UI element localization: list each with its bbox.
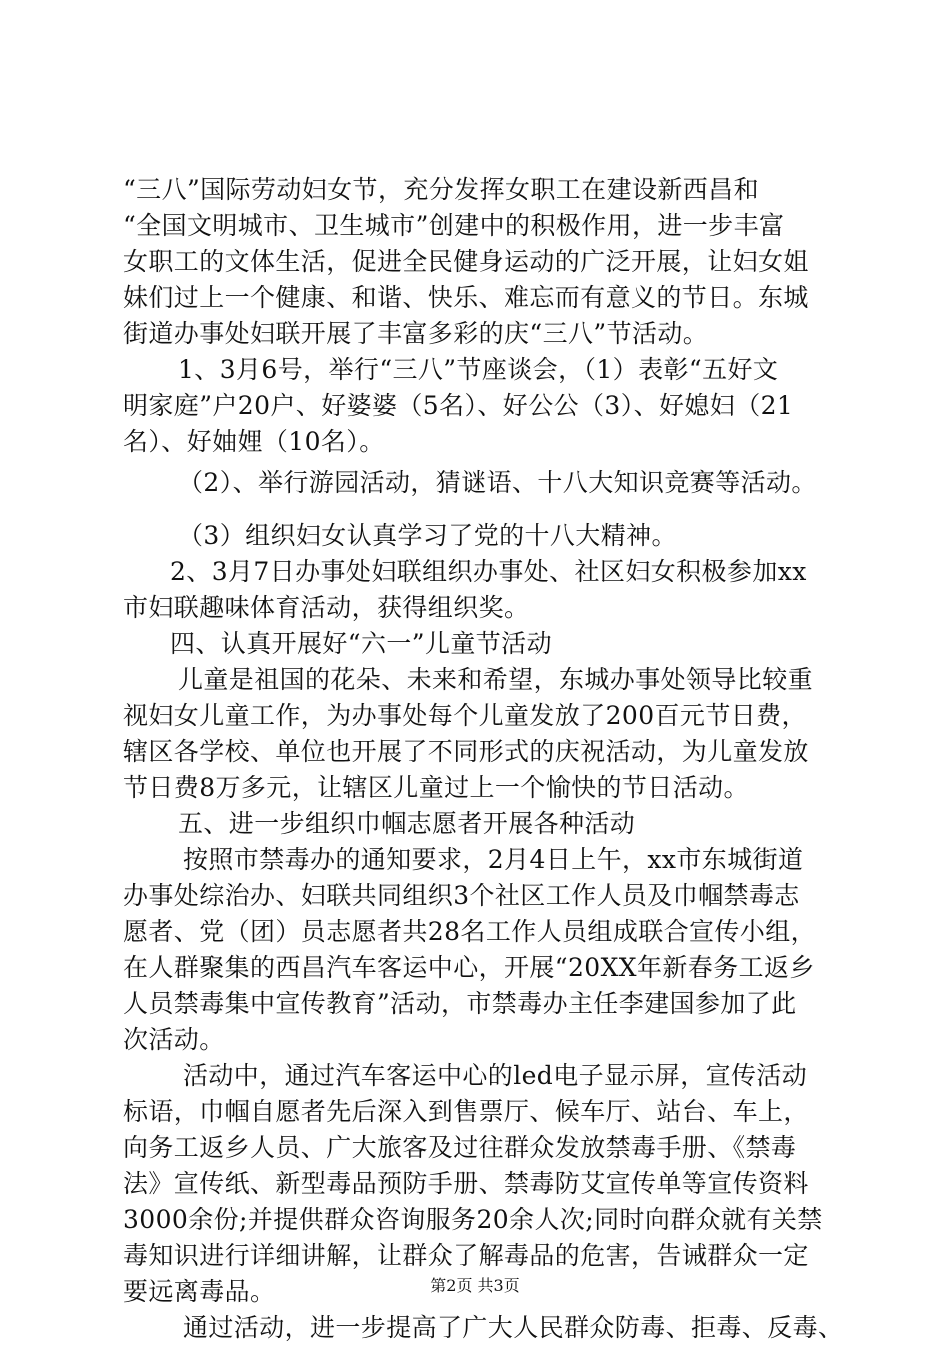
section-heading: 五、进一步组织巾帼志愿者开展各种活动 [178,809,636,838]
paragraph-line: 1、3月6号，举行“三八”节座谈会，（1）表彰“五好文 [178,355,779,384]
paragraph-line: 节日费8万多元，让辖区儿童过上一个愉快的节日活动。 [123,773,749,802]
paragraph-line: （3）组织妇女认真学习了党的十八大精神。 [178,521,677,550]
paragraph-line: “三八”国际劳动妇女节，充分发挥女职工在建设新西昌和 [123,175,759,204]
paragraph-line: （2）、举行游园活动，猜谜语、十八大知识竞赛等活动。 [178,468,817,497]
paragraph-line: 通过活动，进一步提高了广大人民群众防毒、拒毒、反毒、 [183,1313,844,1342]
section-heading: 四、认真开展好“六一”儿童节活动 [170,629,552,658]
paragraph-line: 辖区各学校、单位也开展了不同形式的庆祝活动，为儿童发放 [123,737,809,766]
paragraph-line: 标语，巾帼自愿者先后深入到售票厅、候车厅、站台、车上， [123,1097,809,1126]
paragraph-line: 办事处综治办、妇联共同组织3个社区工作人员及巾帼禁毒志 [123,881,800,910]
paragraph-line: 明家庭”户20户、好婆婆（5名）、好公公（3）、好媳妇（21 [123,391,794,420]
paragraph-line: 按照市禁毒办的通知要求，2月4日上午，xx市东城街道 [183,845,804,874]
paragraph-line: 毒知识进行详细讲解，让群众了解毒品的危害，告诫群众一定 [123,1241,809,1270]
paragraph-line: “全国文明城市、卫生城市”创建中的积极作用，进一步丰富 [123,211,785,240]
paragraph-line: 妹们过上一个健康、和谐、快乐、难忘而有意义的节日。东城 [123,283,809,312]
paragraph-line: 愿者、党（团）员志愿者共28名工作人员组成联合宣传小组， [123,917,817,946]
paragraph-line: 人员禁毒集中宣传教育”活动，市禁毒办主任李建国参加了此 [123,989,797,1018]
paragraph-line: 视妇女儿童工作，为办事处每个儿童发放了200百元节日费， [123,701,807,730]
paragraph-line: 法》宣传纸、新型毒品预防手册、禁毒防艾宣传单等宣传资料 [123,1169,809,1198]
paragraph-line: 要远离毒品。 [123,1277,276,1306]
paragraph-line: 儿童是祖国的花朵、未来和希望，东城办事处领导比较重 [178,665,814,694]
paragraph-line: 女职工的文体生活，促进全民健身运动的广泛开展，让妇女姐 [123,247,809,276]
paragraph-line: 街道办事处妇联开展了丰富多彩的庆“三八”节活动。 [123,319,709,348]
paragraph-line: 在人群聚集的西昌汽车客运中心，开展“20XX年新春务工返乡 [123,953,815,982]
paragraph-line: 市妇联趣味体育活动，获得组织奖。 [123,593,530,622]
paragraph-line: 3000余份;并提供群众咨询服务20余人次;同时向群众就有关禁 [123,1205,823,1234]
paragraph-line: 名）、好妯娌（10名）。 [123,427,385,456]
paragraph-line: 活动中，通过汽车客运中心的led电子显示屏，宣传活动 [183,1061,808,1090]
paragraph-line: 次活动。 [123,1025,225,1054]
paragraph-line: 2、3月7日办事处妇联组织办事处、社区妇女积极参加xx [170,557,807,586]
page-footer: 第2页 共3页 [430,1276,520,1295]
paragraph-line: 向务工返乡人员、广大旅客及过往群众发放禁毒手册、《禁毒 [123,1133,797,1162]
